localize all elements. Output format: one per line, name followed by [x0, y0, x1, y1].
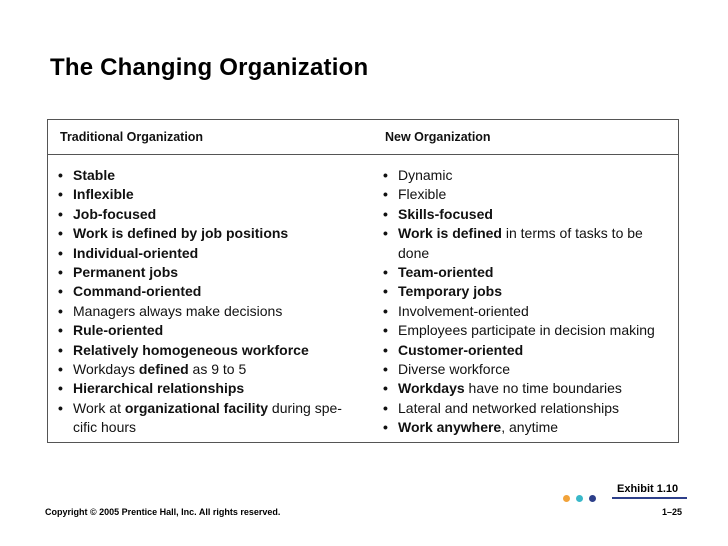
- item-text: during spe-cific hours: [73, 399, 342, 436]
- traditional-list-item: [58, 282, 358, 301]
- item-text: Hierarchical relationships: [73, 380, 245, 397]
- traditional-list-item: [58, 263, 358, 282]
- new-list-item: [383, 360, 673, 379]
- traditional-list-item: [58, 205, 358, 224]
- new-list-item: [383, 282, 673, 301]
- item-text: Lateral and networked relationships: [398, 399, 620, 416]
- copyright-notice: Copyright © 2005 Prentice Hall, Inc. All rights reserved.: [45, 507, 281, 517]
- item-text: Work is defined: [398, 225, 502, 242]
- item-text: Workdays: [398, 380, 465, 397]
- orange-dot-icon: [563, 495, 570, 502]
- blue-dot-icon: [589, 495, 596, 502]
- item-text: Inflexible: [73, 186, 134, 203]
- item-text: defined: [138, 361, 189, 378]
- page-number: 1–25: [662, 507, 683, 517]
- traditional-list-item: [58, 341, 358, 360]
- new-list-item: [383, 185, 673, 204]
- new-list-item: [383, 166, 673, 185]
- traditional-list-item: [58, 321, 358, 340]
- new-list-item: [383, 205, 673, 224]
- item-text: in terms of tasks to be done: [398, 225, 643, 261]
- item-text: Rule-oriented: [73, 322, 164, 339]
- item-text: Stable: [73, 167, 116, 183]
- item-text: Skills-focused: [398, 205, 493, 222]
- new-list-item: [383, 399, 673, 418]
- item-text: Team-oriented: [398, 264, 494, 281]
- item-text: Dynamic: [398, 167, 453, 183]
- new-organization-list: [383, 166, 673, 438]
- traditional-list-item: [58, 379, 358, 398]
- item-text: Temporary jobs: [398, 283, 502, 300]
- traditional-list-item: [58, 399, 358, 438]
- item-text: Individual-oriented: [73, 244, 199, 261]
- item-text: Managers always make decisions: [73, 302, 283, 319]
- new-list-item: [383, 224, 673, 263]
- item-text: Work anywhere: [398, 419, 502, 436]
- item-text: Workdays: [73, 361, 139, 378]
- traditional-organization-header: Traditional Organization: [60, 130, 204, 144]
- item-text: Diverse workforce: [398, 361, 511, 378]
- new-list-item: [383, 379, 673, 398]
- item-text: Work is defined by job positions: [73, 225, 289, 242]
- item-text: Employees participate in decision making: [398, 322, 655, 339]
- exhibit-label: Exhibit 1.10: [617, 483, 679, 495]
- item-text: Flexible: [398, 186, 447, 203]
- new-list-item: [383, 341, 673, 360]
- item-text: as 9 to 5: [188, 361, 247, 378]
- traditional-list-item: [58, 244, 358, 263]
- exhibit-table: [47, 119, 679, 443]
- footer-rule: [612, 497, 687, 499]
- item-text: organizational facility: [124, 399, 269, 416]
- traditional-list-item: [58, 360, 358, 379]
- teal-dot-icon: [576, 495, 583, 502]
- item-text: Customer-oriented: [398, 341, 524, 358]
- item-text: Command-oriented: [73, 283, 202, 300]
- new-list-item: [383, 263, 673, 282]
- traditional-list-item: [58, 302, 358, 321]
- traditional-list-item: [58, 185, 358, 204]
- item-text: Work at: [73, 399, 125, 416]
- new-list-item: [383, 418, 673, 437]
- item-text: Relatively homogeneous workforce: [73, 341, 309, 358]
- traditional-list-item: [58, 166, 358, 185]
- slide-title: The Changing Organization: [50, 54, 369, 81]
- item-text: have no time boundaries: [464, 380, 622, 397]
- new-organization-header: New Organization: [385, 130, 491, 144]
- traditional-list-item: [58, 224, 358, 243]
- item-text: , anytime: [501, 419, 559, 436]
- traditional-organization-list: [58, 166, 358, 438]
- header-divider: [48, 154, 678, 155]
- item-text: Involvement-oriented: [398, 302, 529, 319]
- item-text: Job-focused: [73, 205, 157, 222]
- item-text: Permanent jobs: [73, 264, 179, 281]
- new-list-item: [383, 321, 673, 340]
- new-list-item: [383, 302, 673, 321]
